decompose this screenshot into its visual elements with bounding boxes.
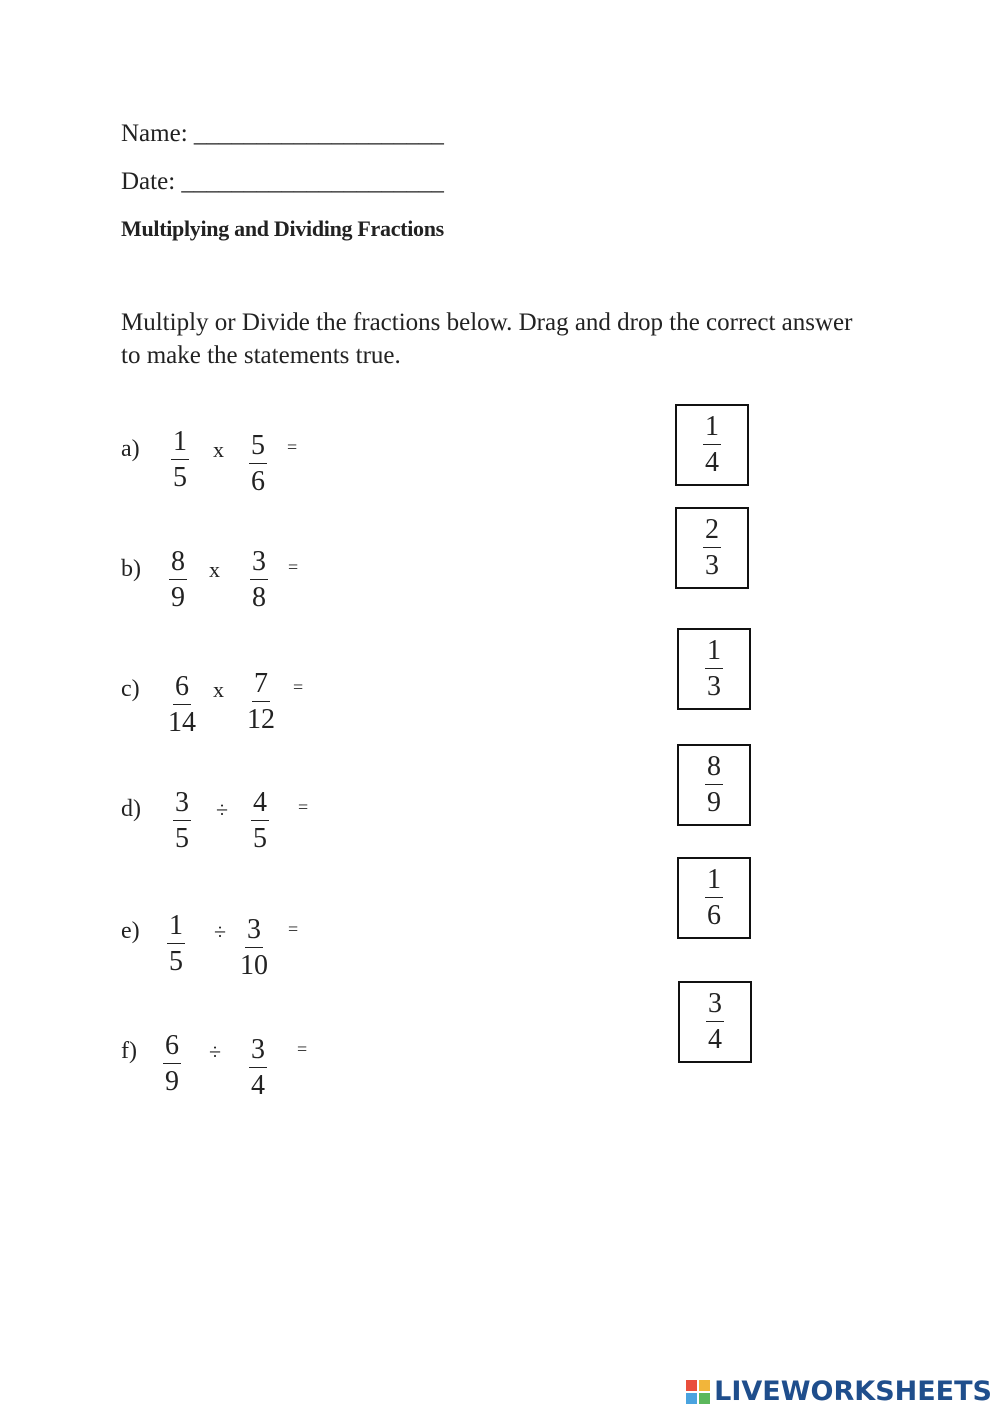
fraction-b-first	[156, 548, 200, 612]
denominator: 9	[165, 1066, 179, 1097]
divide-operator: ÷	[214, 919, 227, 944]
denominator: 8	[252, 582, 266, 613]
denominator: 5	[253, 823, 267, 854]
equals-sign: =	[288, 557, 299, 577]
numerator: 6	[163, 1032, 181, 1064]
instructions: Multiply or Divide the fractions below. Drag and drop the correct answer to make the statements true.	[121, 309, 853, 369]
equals-sign: =	[297, 1039, 308, 1059]
numerator: 3	[706, 990, 724, 1022]
denominator: 4	[705, 447, 719, 478]
fraction-d-first	[160, 789, 204, 853]
denominator: 14	[168, 707, 196, 738]
numerator: 1	[167, 912, 185, 944]
numerator: 4	[251, 789, 269, 821]
answer-card-1-3[interactable]	[677, 628, 751, 710]
divide-operator: ÷	[209, 1039, 222, 1064]
equals-sign: =	[288, 919, 299, 939]
numerator: 1	[171, 428, 189, 460]
denominator: 10	[240, 950, 268, 981]
denominator: 5	[169, 946, 183, 977]
equals-sign: =	[287, 437, 298, 457]
numerator: 7	[252, 670, 270, 702]
fraction-b-second	[237, 548, 281, 612]
numerator: 3	[173, 789, 191, 821]
denominator: 5	[173, 462, 187, 493]
answer-card-3-4[interactable]	[678, 981, 752, 1063]
denominator: 3	[707, 671, 721, 702]
numerator: 2	[703, 516, 721, 548]
question-label: c)	[121, 676, 140, 702]
denominator: 4	[708, 1024, 722, 1055]
question-label: e)	[121, 918, 140, 944]
fraction-c-second	[239, 670, 283, 734]
question-label: b)	[121, 556, 141, 582]
question-label: f)	[121, 1038, 137, 1064]
numerator: 3	[250, 548, 268, 580]
numerator: 6	[173, 673, 191, 705]
multiply-operator: x	[213, 677, 224, 702]
numerator: 5	[249, 432, 267, 464]
numerator: 1	[705, 637, 723, 669]
numerator: 3	[249, 1036, 267, 1068]
date-line: Date: _____________________	[121, 168, 444, 195]
answer-card-8-9[interactable]	[677, 744, 751, 826]
fraction-d-second	[238, 789, 282, 853]
answer-card-2-3[interactable]	[675, 507, 749, 589]
brand-name: LIVEWORKSHEETS	[714, 1376, 992, 1407]
answer-card-1-6[interactable]	[677, 857, 751, 939]
numerator: 1	[705, 866, 723, 898]
denominator: 6	[251, 466, 265, 497]
worksheet-title: Multiplying and Dividing Fractions	[121, 216, 444, 241]
denominator: 3	[705, 550, 719, 581]
denominator: 9	[171, 582, 185, 613]
denominator: 5	[175, 823, 189, 854]
equals-sign: =	[293, 677, 304, 697]
denominator: 9	[707, 787, 721, 818]
fraction-f-first	[150, 1032, 194, 1096]
numerator: 8	[169, 548, 187, 580]
fraction-f-second	[236, 1036, 280, 1100]
fraction-a-first	[158, 428, 202, 492]
fraction-e-second	[232, 916, 276, 980]
liveworksheets-logo[interactable]	[686, 1376, 992, 1407]
denominator: 4	[251, 1070, 265, 1101]
multiply-operator: x	[213, 437, 224, 462]
liveworksheets-logo-icon	[686, 1380, 710, 1404]
fraction-a-second	[236, 432, 280, 496]
equals-sign: =	[298, 797, 309, 817]
denominator: 6	[707, 900, 721, 931]
divide-operator: ÷	[216, 797, 229, 822]
question-label: d)	[121, 796, 141, 822]
answer-card-1-4[interactable]	[675, 404, 749, 486]
question-label: a)	[121, 436, 140, 462]
numerator: 3	[245, 916, 263, 948]
fraction-c-first	[160, 673, 204, 737]
denominator: 12	[247, 704, 275, 735]
numerator: 8	[705, 753, 723, 785]
numerator: 1	[703, 413, 721, 445]
name-line: Name: ____________________	[121, 120, 444, 147]
multiply-operator: x	[209, 557, 220, 582]
fraction-e-first	[154, 912, 198, 976]
